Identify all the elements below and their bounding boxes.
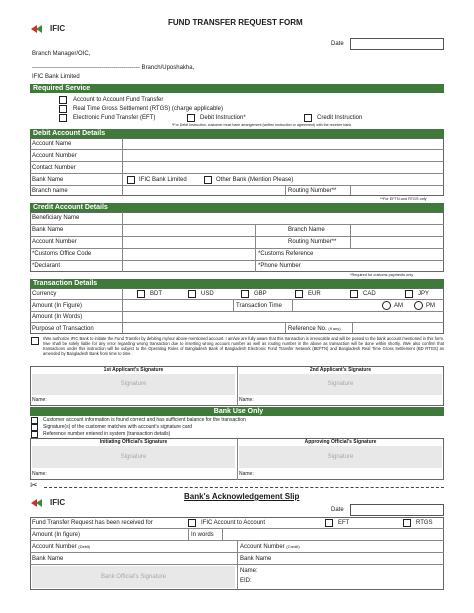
checkbox-slip-rtgs[interactable] (403, 519, 411, 527)
second-applicant-signature-field[interactable]: Signature (239, 374, 442, 395)
reference-no-input[interactable] (354, 325, 442, 333)
section-credit-account: Credit Account Details (30, 203, 444, 212)
label-amount-words: Amount (In Words) (32, 314, 83, 320)
debit-grid-divider (122, 138, 123, 196)
checkbox-currency-bdt[interactable] (137, 290, 145, 298)
label-transaction-time: Transaction Time (236, 303, 282, 309)
slip-account-credit-text: Account Number (240, 544, 285, 550)
slip-date-field[interactable] (350, 504, 444, 516)
txn-row-line (30, 322, 444, 323)
credit-label-routing: Routing Number** (288, 239, 337, 245)
credit-label-declarant: *Declarant (32, 263, 61, 269)
credit-row-line (30, 260, 444, 261)
initiating-official-name-label: Name: (32, 471, 47, 477)
checkbox-debit-instruction[interactable] (187, 114, 195, 122)
slip-credit-tag: (Credit) (286, 544, 300, 549)
radio-am[interactable] (382, 301, 391, 310)
checkbox-currency-gbp[interactable] (241, 290, 249, 298)
txn-row-line (30, 299, 444, 300)
option-eft: Electronic Fund Transfer (EFT) (73, 115, 156, 121)
reference-no-hint: (if any) (328, 326, 341, 331)
label-other-bank: Other Bank (Mention Please) (216, 177, 294, 183)
checkbox-currency-jpy[interactable] (405, 290, 413, 298)
slip-title: Bank's Acknowledgement Slip (184, 492, 300, 501)
slip-divider (237, 540, 238, 590)
customs-note: *Required for customs payments only (350, 273, 414, 277)
credit-label-branch-name: Branch Name (288, 227, 325, 233)
option-credit-instruction: Credit Instruction (317, 115, 363, 121)
option-debit-instruction: Debit Instruction* (200, 115, 246, 121)
bank-name-text: IFIC Bank Limited (32, 74, 80, 80)
section-transaction-details: Transaction Details (30, 279, 444, 288)
slip-amount-figure-label: Amount (In figure) (32, 532, 81, 538)
debit-row-line (30, 173, 444, 174)
credit-label-bank-name: Bank Name (32, 227, 64, 233)
slip-in-words-label: In words (191, 532, 214, 538)
radio-pm[interactable] (414, 301, 423, 310)
first-applicant-signature-field[interactable]: Signature (32, 374, 235, 395)
slip-opt-rtgs: RTGS (416, 520, 433, 526)
checkbox-currency-eur[interactable] (295, 290, 303, 298)
debit-routing-label: Routing Number** (288, 188, 337, 194)
checkbox-slip-eft[interactable] (325, 519, 333, 527)
debit-label-branch-name: Branch name (32, 188, 68, 194)
form-title: FUND TRANSFER REQUEST FORM (168, 18, 303, 27)
credit-row-line (30, 236, 444, 237)
slip-logo-mark-icon (30, 498, 48, 508)
section-bank-use-only: Bank Use Only (30, 407, 444, 416)
second-applicant-signature-title: 2nd Applicant's Signature (309, 367, 372, 373)
amount-words-input[interactable] (124, 313, 442, 321)
label-am: AM (394, 303, 403, 309)
currency-eur: EUR (308, 291, 321, 297)
slip-amount-divider (188, 528, 189, 540)
debit-label-bank-name: Bank Name (32, 177, 64, 183)
approving-official-title: Approving Official's Signature (304, 439, 377, 445)
checkbox-declaration[interactable] (31, 337, 39, 345)
slip-name-label: Name: (240, 568, 258, 574)
checkbox-bank-check-2[interactable] (31, 424, 38, 431)
credit-grid-divider (122, 212, 123, 272)
approving-official-name-label: Name: (239, 471, 254, 477)
credit-row-line (30, 248, 444, 249)
checkbox-other-bank[interactable] (204, 176, 212, 184)
first-applicant-name-label: Name: (32, 397, 47, 403)
slip-bank-name-label-2: Bank Name (240, 556, 272, 562)
logo-text: IFIC (50, 24, 66, 33)
option-account-to-account: Account to Account Fund Transfer (73, 97, 164, 103)
checkbox-currency-cad[interactable] (350, 290, 358, 298)
label-currency: Currency (32, 291, 57, 297)
branch-manager-text: Branch Manager/OIC, (32, 51, 91, 57)
scissors-icon: ✂ (30, 481, 38, 491)
credit-row-line (30, 224, 444, 225)
ref-divider-2 (352, 322, 353, 334)
currency-usd: USD (201, 291, 214, 297)
section-required-service: Required Service (30, 84, 444, 93)
slip-account-debit-text: Account Number (32, 544, 77, 550)
ref-divider (285, 322, 286, 334)
debit-label-account-number: Account Number (32, 153, 77, 159)
credit-label-phone: *Phone Number (258, 263, 301, 269)
bank-check-1-text: Customer account information is found correct and has sufficient balance for the transaction (43, 417, 246, 423)
ific-logo-mark-icon (30, 24, 48, 34)
credit-label-account-number: Account Number (32, 239, 77, 245)
label-ific-bank: IFIC Bank Limited (139, 177, 187, 183)
cut-line (44, 487, 444, 488)
checkbox-ific-bank[interactable] (127, 176, 135, 184)
currency-gbp: GBP (254, 291, 267, 297)
section-debit-account: Debit Account Details (30, 129, 444, 138)
checkbox-currency-usd[interactable] (188, 290, 196, 298)
currency-jpy: JPY (418, 291, 430, 297)
slip-bank-name-label: Bank Name (32, 556, 64, 562)
checkbox-bank-check-1[interactable] (31, 417, 38, 424)
debit-label-account-name: Account Name (32, 141, 72, 147)
slip-words-divider (222, 528, 223, 540)
slip-opt-eft: EFT (338, 520, 350, 526)
debit-routing-divider (285, 185, 286, 196)
debit-row-line (30, 149, 444, 150)
bank-check-2-text: Signature(s) of the customer matches with account's signature card (43, 424, 193, 430)
label-amount-figure: Amount (In Figure) (32, 303, 83, 309)
debit-contact-number-input[interactable] (124, 164, 442, 172)
debit-row-line (30, 161, 444, 162)
initiating-official-signature-field[interactable]: Signature (32, 446, 235, 468)
beneficiary-name-input[interactable] (124, 214, 442, 222)
initiating-official-title: Initiating Official's Signature (99, 439, 168, 445)
slip-received-for: Fund Transfer Request has been received for (32, 520, 153, 526)
slip-bank-official-signature-field[interactable]: Bank Official's Signature (32, 566, 235, 588)
checkbox-rtgs[interactable] (59, 105, 67, 113)
declaration-text: I/We authorize IFIC Bank to initiate the Fund Transfer by debiting my/our above-mentioned account. I am/we are fully aware that this transaction is irrevocable and will be posted to the bank account mentioned in this form. I/we shall be solely liable for any error regarding wrong transaction due to inserting wrong account number as well as routing number in the above as transaction will be done within shortly. I/We also confirm that transactions under this instruction will be subject to the Operating Rules of Bangladesh Bank of Bangladesh Electronic Fund Transfer Network (BEFTN) and Bangladesh Real Time Gross Settlement (BD RTGS) as amended by Bangladesh Bank from time to time. (43, 336, 444, 356)
label-pm: PM (426, 303, 435, 309)
checkbox-account-to-account[interactable] (59, 96, 67, 104)
second-applicant-name-label: Name: (239, 397, 254, 403)
checkbox-bank-check-3[interactable] (31, 431, 38, 438)
purpose-input[interactable] (124, 325, 284, 333)
slip-row-line (30, 528, 444, 529)
credit-label-beneficiary: Beneficiary Name (32, 215, 80, 221)
slip-in-words-input[interactable] (224, 530, 442, 538)
debit-routing-note: **For EFTN and RTGS only (380, 197, 427, 201)
debit-account-number-input[interactable] (124, 152, 442, 160)
debit-instruction-note: *For Debit Instruction, customer must have arrangement (written instruction or agreement) with the receiver bank (172, 123, 352, 127)
ific-logo (30, 22, 70, 36)
credit-label-customs-ref: *Customs Reference (258, 251, 314, 257)
first-applicant-signature-title: 1st Applicant's Signature (103, 367, 164, 373)
amount-figure-input[interactable] (124, 302, 232, 310)
debit-account-name-input[interactable] (124, 140, 442, 148)
reference-no-text: Reference No. (288, 326, 327, 332)
slip-date-label: Date (331, 507, 344, 513)
debit-label-contact-number: Contact Number (32, 165, 76, 171)
slip-account-credit-label (240, 543, 300, 551)
checkbox-slip-ific-account[interactable] (188, 519, 196, 527)
transaction-time-input[interactable] (294, 302, 374, 310)
option-rtgs: Real Time Gross Settlement (RTGS) (charge applicable) (73, 106, 223, 112)
slip-eid-label: EID: (240, 578, 252, 584)
credit-label-office-code: *Customs Office Code (32, 251, 92, 257)
txn-time-divider-2 (292, 299, 293, 311)
slip-account-debit-label (32, 543, 90, 551)
slip-ific-logo (30, 496, 70, 510)
date-field[interactable] (350, 38, 444, 50)
slip-opt-ific-account: IFIC Account to Account (201, 520, 266, 526)
slip-logo-text: IFIC (50, 498, 66, 507)
debit-routing-input[interactable] (350, 186, 442, 195)
currency-bdt: BDT (150, 291, 162, 297)
currency-cad: CAD (363, 291, 376, 297)
slip-debit-tag: (Debit) (78, 544, 91, 549)
date-label: Date (331, 41, 344, 47)
branch-line: ------------------------------------------------------ Branch/Uposhakha, (32, 65, 195, 71)
label-purpose: Purpose of Transaction (32, 326, 94, 332)
txn-time-divider (233, 299, 234, 311)
bank-check-3-text: Reference number entered in system (transaction details) (43, 431, 171, 437)
approving-official-signature-field[interactable]: Signature (239, 446, 442, 468)
checkbox-eft[interactable] (59, 114, 67, 122)
label-reference-no (288, 325, 341, 333)
txn-row-line (30, 311, 444, 312)
checkbox-credit-instruction[interactable] (304, 114, 312, 122)
